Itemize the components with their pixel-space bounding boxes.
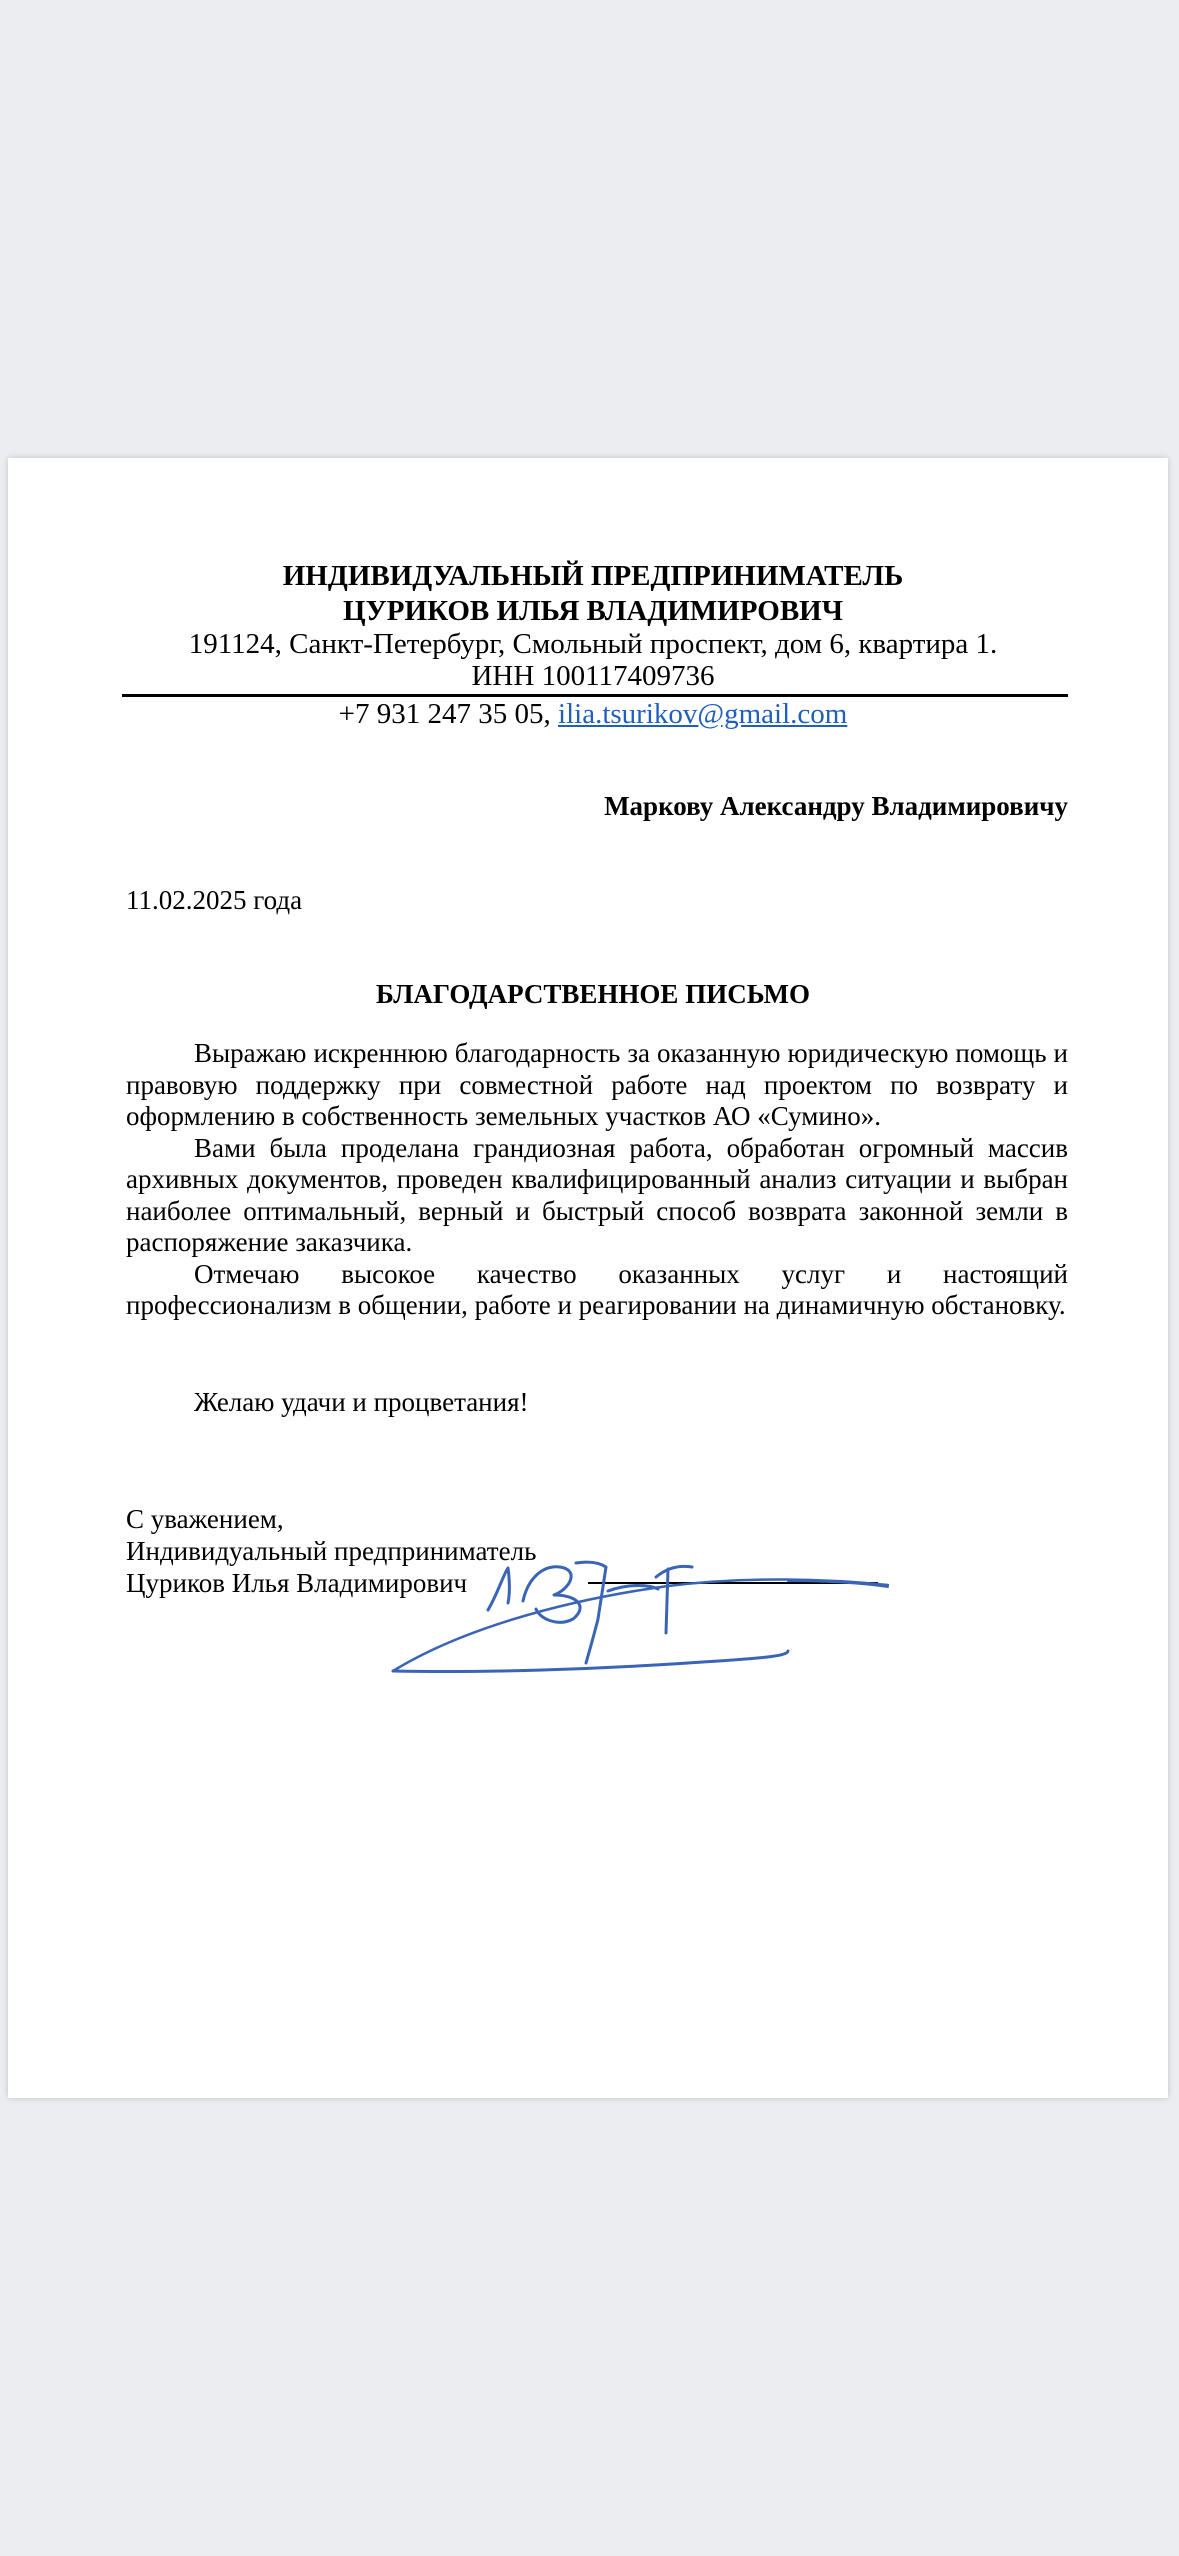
closing-position: Индивидуальный предприниматель	[126, 1536, 537, 1566]
body-paragraph: Выражаю искреннюю благодарность за оказанную юридическую помощь и правовую поддержку при совместной работе над проектом по возврату и оформлению в собственность земельных участков АО «Сумино».	[126, 1038, 1068, 1131]
signature-image	[368, 1523, 928, 1683]
letterhead-title-line2: ЦУРИКОВ ИЛЬЯ ВЛАДИМИРОВИЧ	[342, 595, 844, 627]
closing-name: Цуриков Илья Владимирович	[126, 1568, 468, 1598]
body-paragraph: Отмечаю высокое качество оказанных услуг и настоящий профессионализм в общении, работе и реагировании на динамичную обстановку.	[126, 1258, 1068, 1320]
document-page	[8, 458, 1168, 2098]
letter-wish: Желаю удачи и процветания!	[194, 1387, 529, 1417]
letterhead-contacts	[118, 696, 1068, 732]
letter-date: 11.02.2025 года	[126, 885, 303, 915]
addressee: Маркову Александру Владимировичу	[604, 791, 1068, 821]
closing-regards: С уважением,	[126, 1504, 284, 1534]
letterhead-address: 191124, Санкт-Петербург, Смольный проспект, дом 6, квартира 1.	[188, 628, 998, 660]
body-paragraph: Вами была проделана грандиозная работа, обработан огромный массив архивных документов, проведен квалифицированный анализ ситуации и выбран наиболее оптимальный, верный и быстрый способ возврата законной земли в распоряжение заказчика.	[126, 1132, 1068, 1257]
letter-body	[126, 1038, 1068, 1322]
letter-title: БЛАГОДАРСТВЕННОЕ ПИСЬМО	[376, 979, 810, 1009]
letterhead-title-line1: ИНДИВИДУАЛЬНЫЙ ПРЕДПРИНИМАТЕЛЬ	[282, 560, 904, 592]
letterhead-email-link[interactable]: ilia.tsurikov@gmail.com	[558, 698, 848, 730]
letterhead-phone: +7 931 247 35 05,	[338, 698, 551, 730]
letterhead-inn: ИНН 100117409736	[471, 660, 715, 692]
